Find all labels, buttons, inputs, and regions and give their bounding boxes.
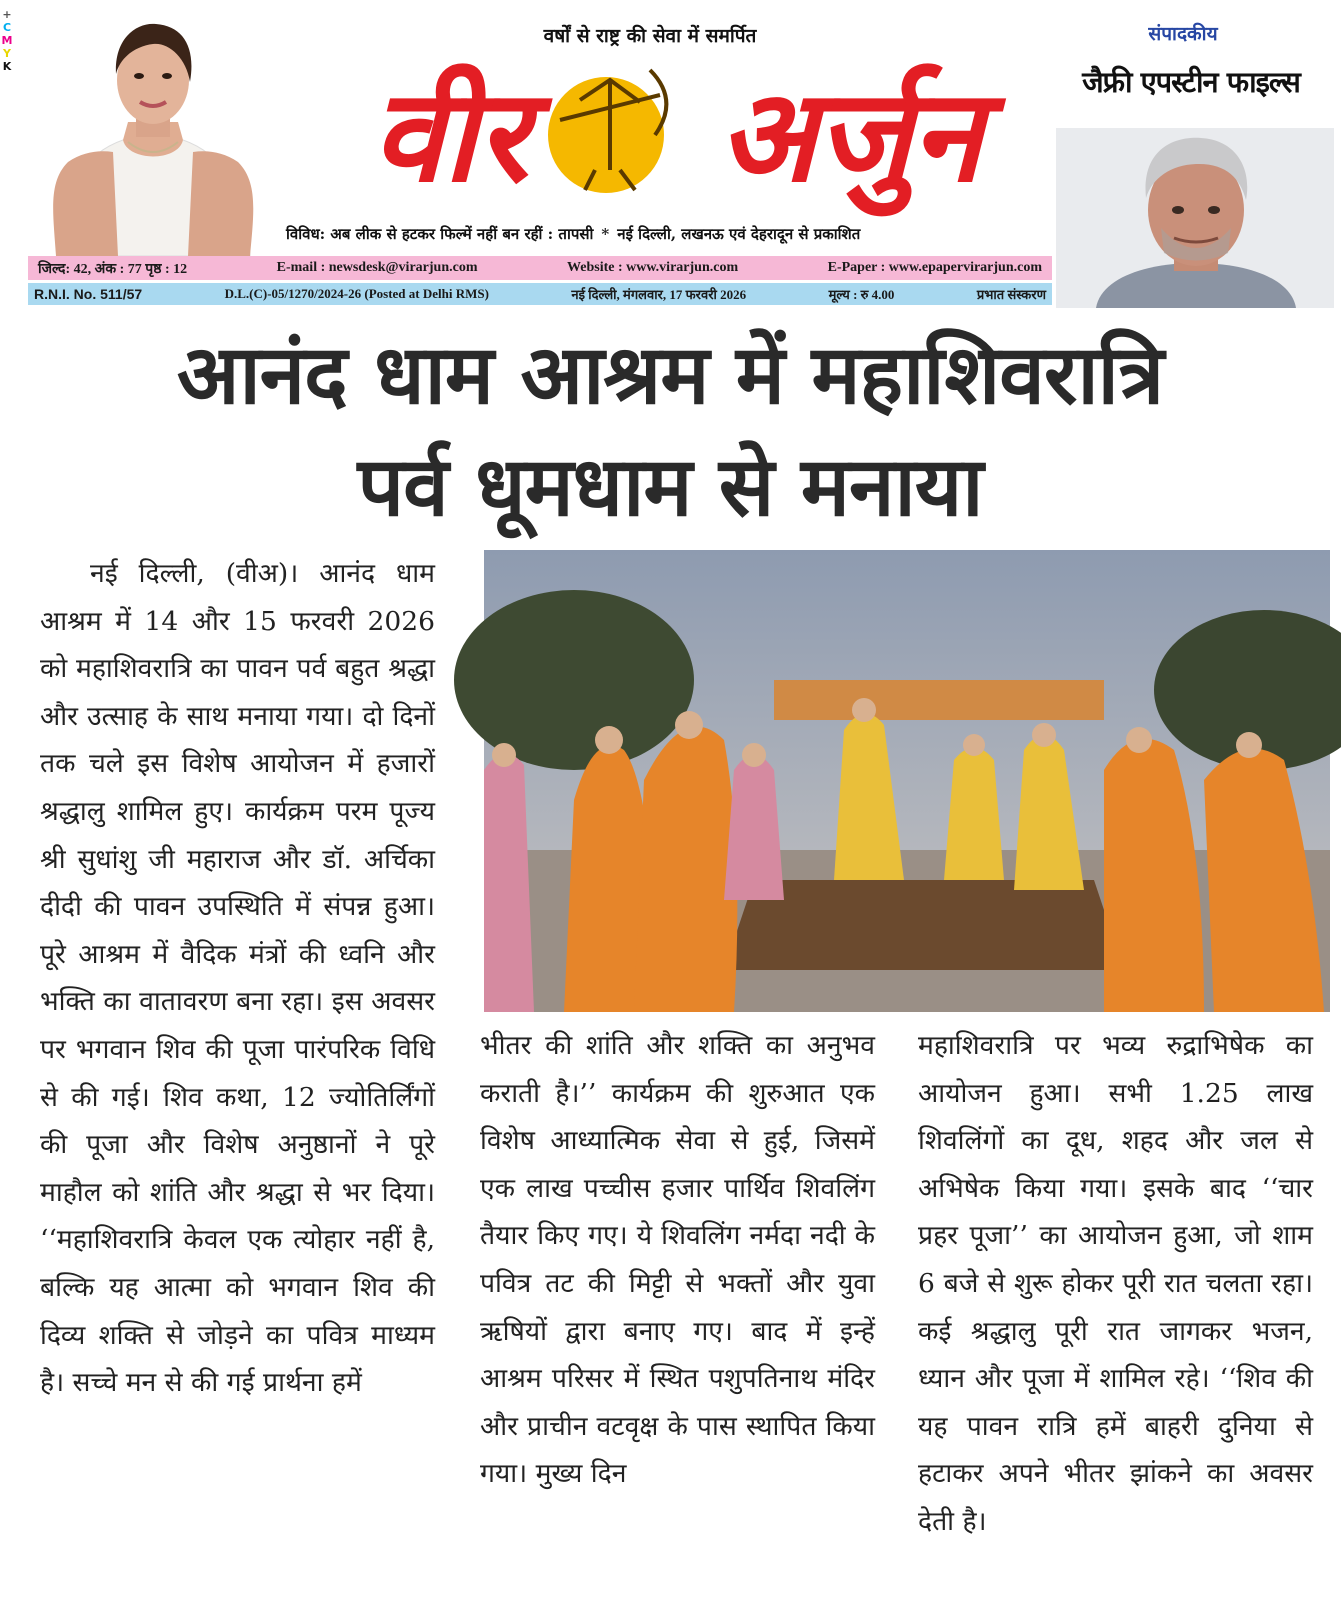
headline-line-1: आनंद धाम आश्रम में महाशिवरात्रि — [176, 328, 1164, 423]
issue-info-strip — [28, 256, 1052, 280]
separator-star: * — [601, 225, 610, 243]
printer-mark-k: K — [2, 60, 12, 73]
registration-strip — [28, 283, 1052, 305]
issue-date: नई दिल्ली, मंगलवार, 17 फरवरी 2026 — [571, 287, 747, 302]
printer-mark-y: Y — [3, 47, 11, 60]
article-column-3 — [918, 1022, 1313, 1600]
printer-marks — [0, 8, 14, 73]
svg-text:अर्जुन: अर्जुन — [718, 62, 982, 211]
printer-mark-c: C — [2, 21, 12, 34]
editorial-title: जैफ्री एपस्टीन फाइल्स — [1082, 65, 1300, 99]
sampadkiya-label: संपादकीय — [1148, 23, 1218, 45]
article-paragraph-3: महाशिवरात्रि पर भव्य रुद्राभिषेक का आयोजन हुआ। सभी 1.25 लाख शिवलिंगों का दूध, शहद और जल से अभिषेक किया गया। इसके बाद ‘‘चार प्रहर पूजा’’ का आयोजन हुआ, जो शाम 6 बजे से शुरू होकर पूरी रात चलता रहा। कई श्रद्धालु पूरी रात जागकर भजन, ध्यान और पूजा में शामिल रहे। ‘‘शिव की यह पावन रात्रि हमें बाहरी दुनिया से हटाकर अपने भीतर झांकने का अवसर देती है। — [918, 1030, 1313, 1537]
email-link[interactable]: E-mail : newsdesk@virarjun.com — [276, 260, 478, 275]
masthead-tagline: वर्षों से राष्ट्र की सेवा में समर्पित — [543, 25, 757, 47]
actress-photo — [28, 12, 278, 256]
printer-mark-m: M — [1, 34, 13, 47]
published-cities: नई दिल्ली, लखनऊ एवं देहरादून से प्रकाशित — [617, 225, 861, 243]
logo-text: वीर अर्जुन — [310, 25, 368, 44]
article-paragraph-1: नई दिल्ली, (वीअ)। आनंद धाम आश्रम में 14 और 15 फरवरी 2026 को महाशिवरात्रि का पावन पर्व बहुत श्रद्धा और उत्साह के साथ मनाया गया। दो दिनों तक चले इस विशेष आयोजन में हजारों श्रद्धालु शामिल हुए। कार्यक्रम परम पूज्य श्री सुधांशु जी महाराज और डॉ. अर्चिका दीदी की पावन उपस्थिति में संपन्न हुआ। पूरे आश्रम में वैदिक मंत्रों की ध्वनि और भक्ति का वातावरण बना रहा। इस अवसर पर भगवान शिव की पूजा पारंपरिक विधि से की गई। शिव कथा, 12 ज्योतिर्लिंगों की पूजा और विशेष अनुष्ठानों ने पूरे माहौल को शांति और श्रद्धा से भर दिया। ‘‘महाशिवरात्रि केवल एक त्योहार नहीं है, बल्कि यह आत्मा को भगवान शिव की दिव्य शक्ति से जोड़ने का पवित्र माध्यम है। सच्चे मन से की गई प्रार्थना हमें — [40, 558, 435, 1399]
rni-number: R.N.I. No. 511/57 — [34, 286, 143, 302]
headline — [40, 320, 1300, 544]
dl-number: D.L.(C)-05/1270/2024-26 (Posted at Delhi RMS) — [224, 286, 489, 301]
edition: प्रभात संस्करण — [976, 287, 1046, 302]
svg-text:वीर: वीर — [371, 62, 529, 211]
vividh-teaser — [286, 224, 1036, 244]
headline-line-2: पर्व धूमधाम से मनाया — [357, 440, 983, 535]
vividh-text: विविध: अब लीक से हटकर फिल्में नहीं बन रहीं : तापसी — [286, 225, 594, 243]
website-link[interactable]: Website : www.virarjun.com — [567, 260, 739, 275]
epaper-link[interactable]: E-Paper : www.epapervirarjun.com — [827, 260, 1042, 275]
article-paragraph-2: भीतर की शांति और शक्ति का अनुभव कराती है।’’ कार्यक्रम की शुरुआत एक विशेष आध्यात्मिक सेवा से हुई, जिसमें एक लाख पच्चीस हजार पार्थिव शिवलिंग तैयार किए गए। ये शिवलिंग नर्मदा नदी के पवित्र तट की मिट्टी से भक्तों और युवा ऋषियों द्वारा बनाए गए। बाद में इन्हें आश्रम परिसर में स्थित पशुपतिनाथ मंदिर और प्राचीन वटवृक्ष के पास स्थापित किया गया। मुख्य दिन — [480, 1030, 875, 1490]
event-photo — [484, 550, 1330, 1012]
issue-number: जिल्द: 42, अंक : 77 पृष्ठ : 12 — [38, 261, 188, 277]
editorial-portrait — [1056, 128, 1334, 308]
article-column-1 — [40, 550, 435, 1600]
price: मूल्य : रु 4.00 — [828, 287, 895, 302]
article-column-2 — [480, 1022, 875, 1600]
printer-mark-cross: + — [2, 8, 12, 21]
